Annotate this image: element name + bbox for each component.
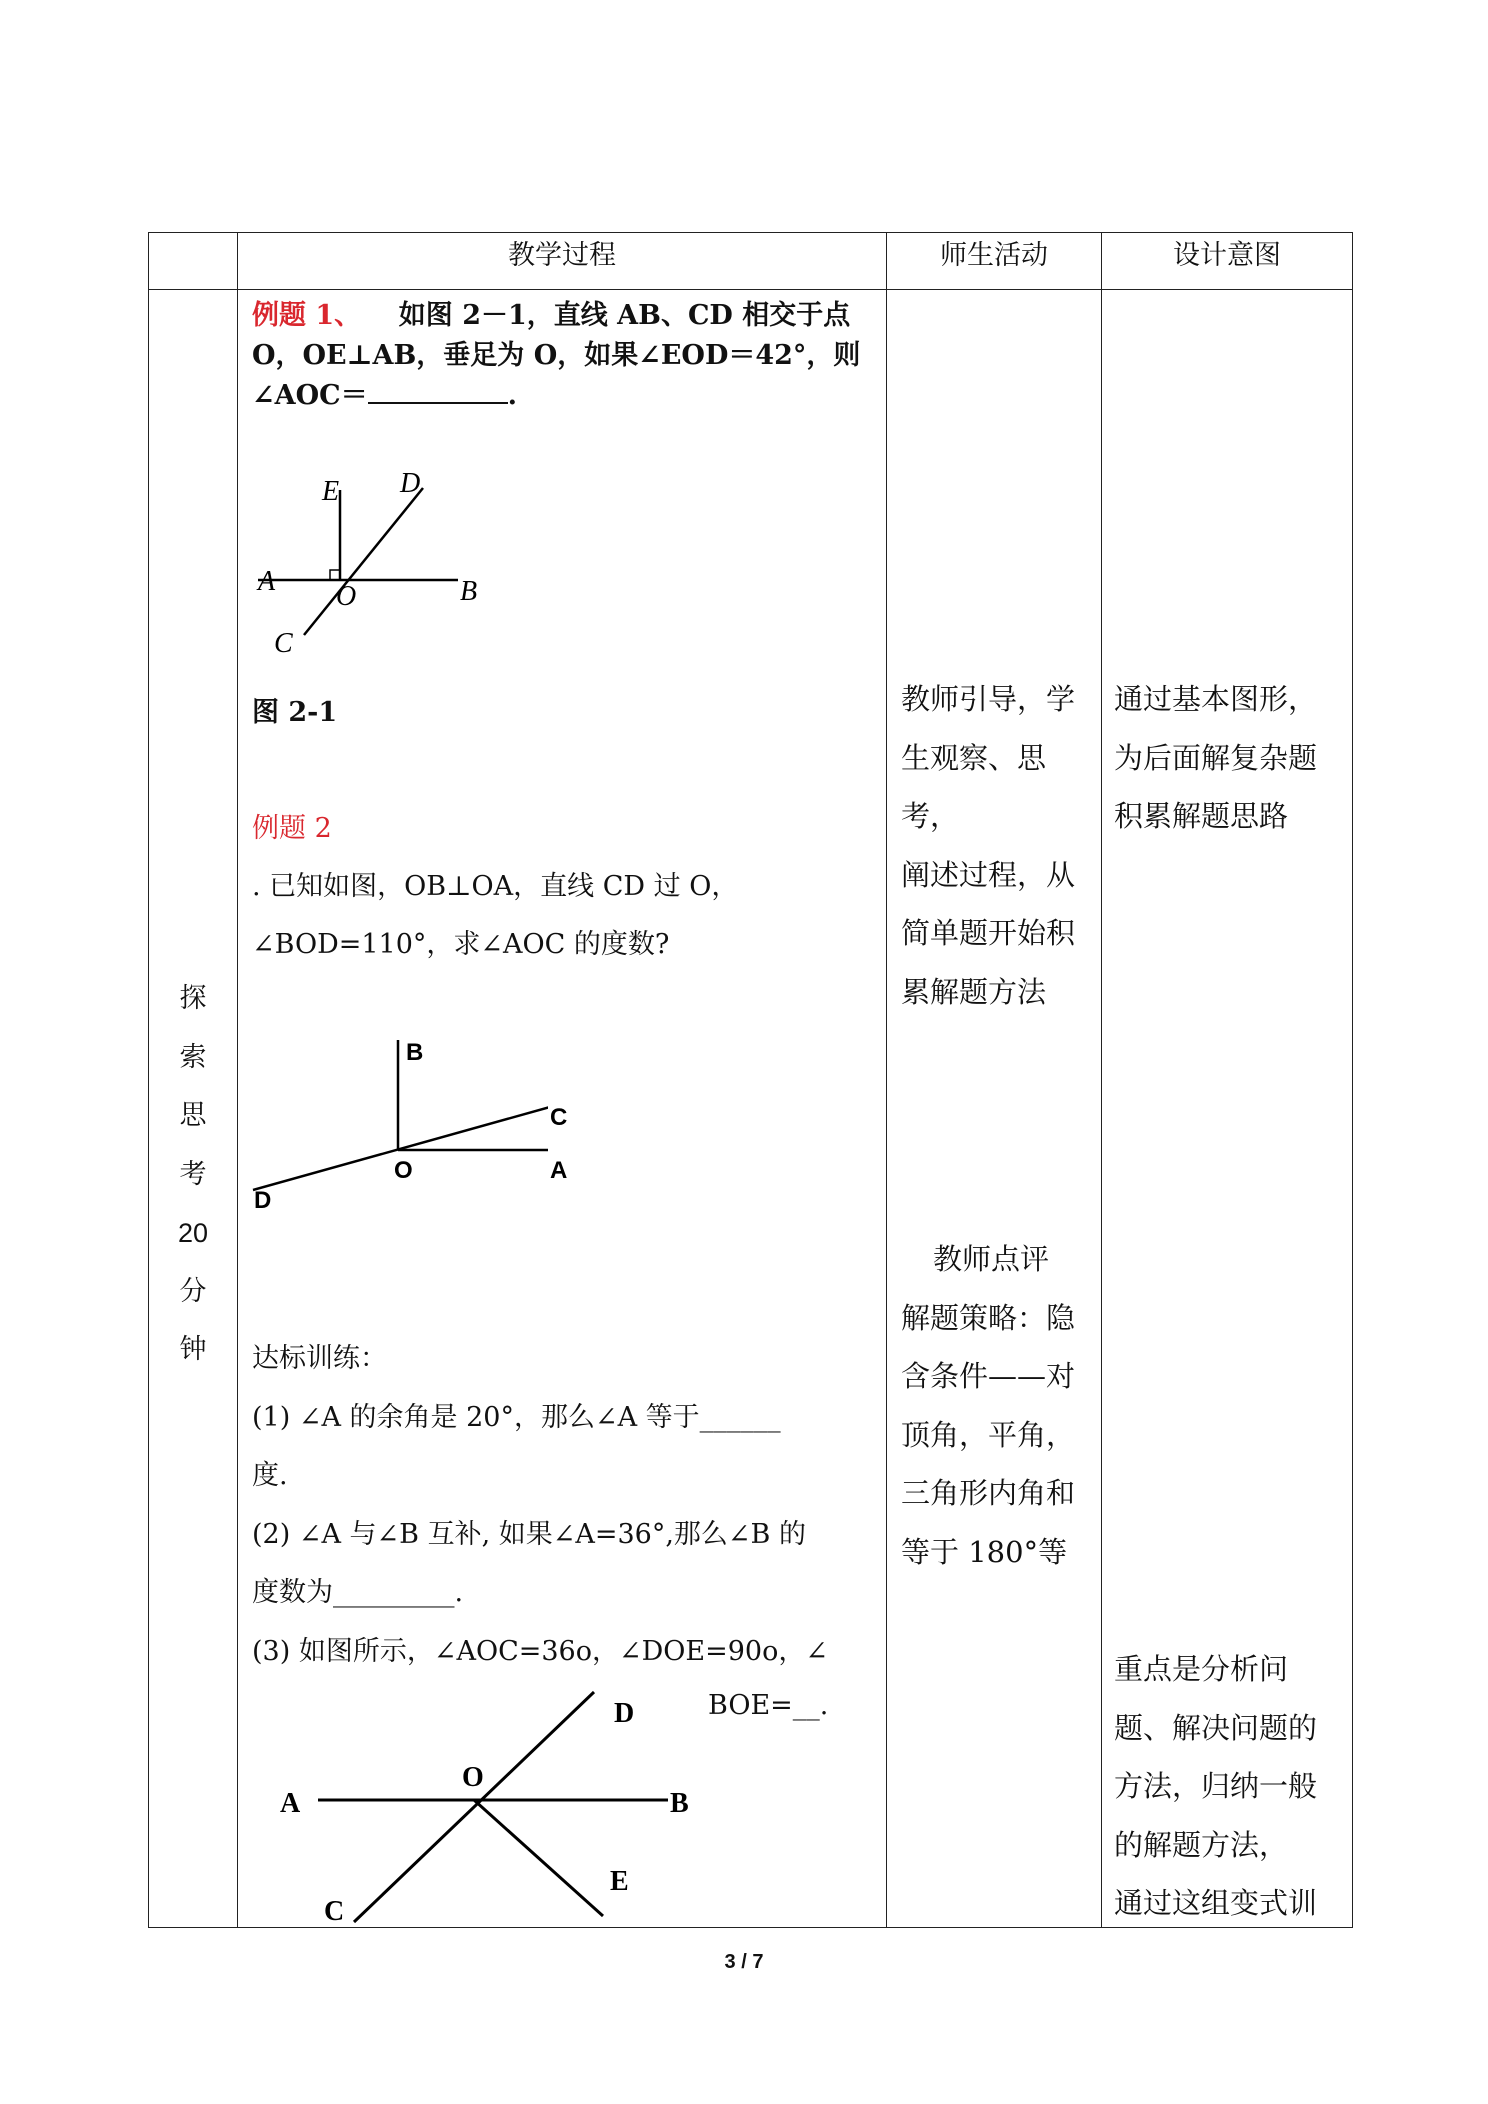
stage-char: 分 xyxy=(179,1275,207,1307)
intent-block-2 xyxy=(1114,1640,1346,1933)
example-1-line3: ∠AOC＝ xyxy=(252,380,368,411)
activity-line: 教师点评 xyxy=(933,1242,1050,1276)
fig1-label-A: A xyxy=(258,566,276,597)
intent-line: 通过这组变式训 xyxy=(1114,1886,1318,1920)
stage-char: 钟 xyxy=(179,1334,207,1365)
intent-line: 方法，归纳一般 xyxy=(1114,1769,1318,1803)
activity-block-2 xyxy=(901,1230,1091,1581)
activity-line: 生观察、思考， xyxy=(901,740,1047,833)
question-2b: 度数为_________. xyxy=(252,1577,464,1608)
activity-line: 简单题开始积 xyxy=(901,916,1076,950)
activity-line: 含条件——对 xyxy=(901,1359,1076,1393)
activity-line: 累解题方法 xyxy=(901,974,1047,1009)
activity-line: 顶角，平角， xyxy=(901,1417,1076,1452)
fig2-label-B: B xyxy=(406,1039,424,1066)
lesson-table xyxy=(148,232,1353,1928)
fig3-label-B: B xyxy=(670,1788,689,1819)
intent-line: 为后面解复杂题 xyxy=(1114,740,1318,775)
fig1-label-C: C xyxy=(274,628,293,659)
example-2 xyxy=(252,800,876,974)
header-empty-cell xyxy=(149,233,238,290)
activity-block-1 xyxy=(901,670,1091,1021)
stage-char: 思 xyxy=(179,1100,207,1131)
activity-line: 等于 180°等 xyxy=(901,1534,1068,1569)
fig3-label-C: C xyxy=(324,1896,345,1926)
example-2-label: 例题 2 xyxy=(252,813,332,844)
figure-question-3 xyxy=(278,1686,718,1926)
example-1-line1: 如图 2－1，直线 AB、CD 相交于点 xyxy=(398,300,851,331)
figure-caption: 图 2-1 xyxy=(252,697,338,728)
intent-line: 的解题方法， xyxy=(1114,1827,1289,1862)
intent-line: 通过基本图形， xyxy=(1114,682,1318,716)
fig2-label-O: O xyxy=(394,1157,413,1184)
page-number: 3 / 7 xyxy=(724,1951,764,1973)
activity-line: 教师引导，学 xyxy=(901,682,1076,716)
question-3a: (3) 如图所示，∠AOC=36o，∠DOE=90o，∠ xyxy=(252,1635,828,1667)
process-cell xyxy=(238,290,887,1928)
stage-char: 索 xyxy=(179,1041,207,1073)
intent-block-1 xyxy=(1114,670,1346,846)
fig1-label-E: E xyxy=(322,476,340,507)
fig2-label-A: A xyxy=(550,1157,568,1184)
header-process: 教学过程 xyxy=(238,233,887,290)
intent-cell xyxy=(1102,290,1353,1928)
answer-blank xyxy=(368,378,508,404)
fig2-label-D: D xyxy=(254,1187,272,1210)
training-section xyxy=(252,1330,876,1681)
fig1-label-B: B xyxy=(460,576,478,607)
example-1-label: 例题 1、 xyxy=(252,300,362,331)
intent-line: 题、解决问题的 xyxy=(1114,1710,1318,1745)
activity-line: 阐述过程，从 xyxy=(901,857,1076,892)
intent-line: 积累解题思路 xyxy=(1114,799,1289,833)
fig1-label-O: O xyxy=(336,581,357,612)
figure-example-2 xyxy=(248,1030,548,1210)
intent-line: 重点是分析问 xyxy=(1114,1652,1289,1686)
activity-line: 三角形内角和 xyxy=(901,1476,1076,1510)
activity-line: 解题策略：隐 xyxy=(901,1300,1076,1335)
fig3-label-D: D xyxy=(614,1698,635,1729)
stage-label xyxy=(149,970,237,1380)
header-activity: 师生活动 xyxy=(887,233,1102,290)
example-1-line2: O，OE⊥AB，垂足为 O，如果∠EOD＝42°，则 xyxy=(252,340,861,371)
question-3b: BOE=__. xyxy=(708,1690,829,1721)
activity-cell xyxy=(887,290,1102,1928)
fig3-label-O: O xyxy=(462,1762,484,1793)
example-2-line1: . 已知如图，OB⊥OA，直线 CD 过 O， xyxy=(252,871,739,902)
fig1-label-D: D xyxy=(400,468,421,499)
table-body-row xyxy=(149,290,1353,1928)
fig2-label-C: C xyxy=(550,1104,568,1131)
table-header-row xyxy=(149,233,1353,290)
figure-example-2-right xyxy=(528,1090,608,1200)
fig3-label-A: A xyxy=(280,1788,301,1819)
fig3-label-E: E xyxy=(610,1866,629,1897)
stage-cell xyxy=(149,290,238,1928)
training-title: 达标训练： xyxy=(252,1343,387,1374)
stage-char: 考 xyxy=(179,1158,207,1190)
question-1a: (1) ∠A 的余角是 20°，那么∠A 等于______ xyxy=(252,1401,781,1433)
figure-2-1 xyxy=(248,430,508,670)
period: . xyxy=(507,380,517,411)
header-intent: 设计意图 xyxy=(1102,233,1353,290)
example-1 xyxy=(252,296,876,416)
example-2-line2: ∠BOD=110°，求∠AOC 的度数? xyxy=(252,929,670,960)
stage-char: 20 xyxy=(177,1218,209,1248)
question-2a: (2) ∠A 与∠B 互补, 如果∠A=36°,那么∠B 的 xyxy=(252,1518,806,1550)
stage-char: 探 xyxy=(179,983,207,1014)
question-1b: 度. xyxy=(252,1460,288,1491)
